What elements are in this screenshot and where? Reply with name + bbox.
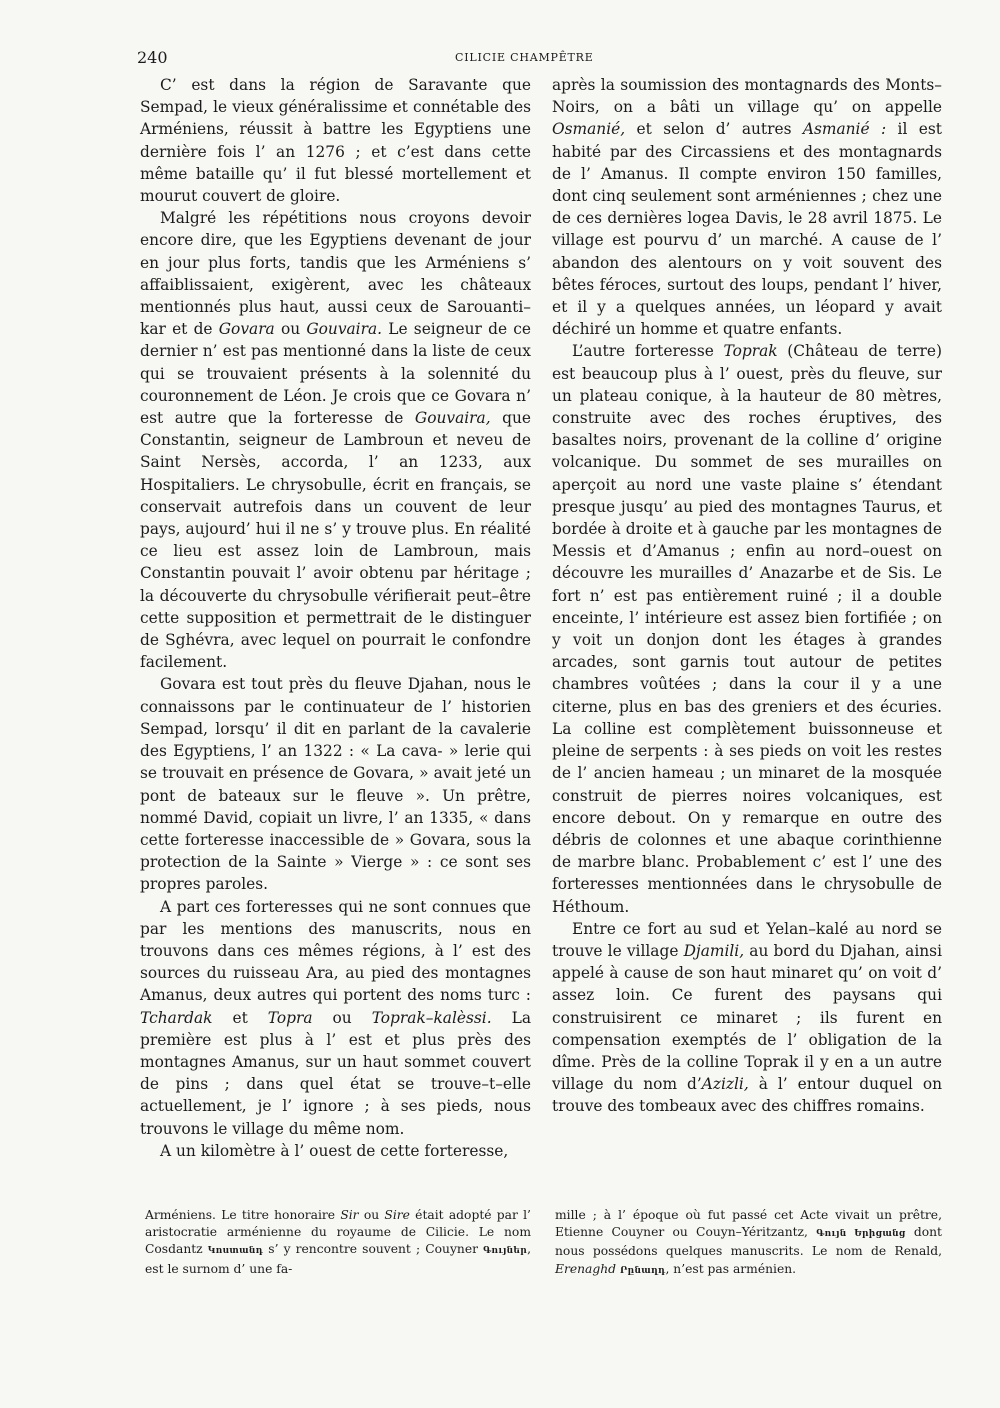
paragraph-saravante: C’ est dans la région de Saravante que Sempad, le vieux généralissime et connétable des Arméniens, réussit à battre les Egyptiens une dernière fois l’ an 1276 ; et c’est dans cette même bataille qu’ il fut blessé mortellement et mourut couvert de gloire. <box>140 76 531 206</box>
paragraph-govara-djahan: Govara est tout près du fleuve Djahan, nous le connaissons par le continuateur de l’ historien Sempad, lorsqu’ il dit en parlant de la cavalerie des Egyptiens, l’ an 1322 : « La cava- » lerie qui se trouvait en présence de Govara, » avait jeté un pont de bateaux sur le fleuve ». Un prêtre, nommé David, copiait un livre, l’ an 1335, « dans cette forteresse inaccessible de » Govara, sous la protection de la Sainte » Vierge » : ce sont ses propres paroles. <box>140 675 531 894</box>
paragraph-tchardak-toprak: A part ces forteresses qui ne sont connues que par les mentions des manuscrits, nous en trouvons dans ces mêmes régions, à l’ est des sources du ruisseau Ara, au pied des montagnes Amanus, deux autres qui portent des noms turc : Tchardak et Topra ou Toprak–kalèssi. La première est plus à l’ est et plus près des montagnes Amanus, sur un haut sommet couvert de pins ; dans quel état se trouve–t–elle actuellement, je l’ ignore ; à ses pieds, nous trouvons le village du même nom. <box>140 897 532 1138</box>
paragraph-govara-gouvaira: Malgré les répétitions nous croyons devoir encore dire, que les Egyptiens devenant de jour en jour plus forts, tandis que les Arméniens s’ affaiblissaient, exigèrent, avec les châteaux mentionnés plus haut, aussi ceux de Sarouanti–kar et de Govara ou Gouvaira. Le seigneur de ce dernier n’ est pas mentionné dans la liste de ceux qui se trouvaient présents à la solennité du couronnement de Léon. Je crois que ce Govara n’ est autre que la forteresse de Gouvaira, que Constantin, seigneur de Lambroun et neveu de Saint Nersès, accorda, l’ an 1233, aux Hospitaliers. Le chrysobulle, écrit en français, se conservait autrefois dans un couvent de leur pays, aujourd’ hui il ne s’ y trouve plus. En réalité ce lieu est assez loin de Lambroun, mais Constantin pouvait l’ avoir obtenu par héritage ; la découverte du chrysobulle vérifierait peut–être cette supposition et permettrait de le distinguer de Sghévra, avec lequel on pourrait le confondre facilement. <box>140 209 531 672</box>
footnote-left <box>145 1207 531 1278</box>
left-column <box>140 74 531 1162</box>
armenian-word: Գույներ <box>483 1246 528 1257</box>
armenian-word: Րընաղդ <box>619 1265 666 1276</box>
footnote-text: mille ; à l’ époque où fut passé cet Acte vivait un prêtre, Etienne Couyner ou Couyn–Yéritzantz, Գույն Երիցանց dont nous possédons quelques manuscrits. Le nom de Renald, Erenaghd Րընաղդ, n’est pas arménien. <box>555 1208 942 1276</box>
paragraph-osmanie: après la soumission des montagnards des Monts–Noirs, on a bâti un village qu’ on appelle Osmanié, et selon d’ autres Asmanié : il est habité par des Circassiens et des montagnards de l’ Amanus. Il compte environ 150 familles, dont cinq seulement sont arméniennes ; chez une de ces dernières logea Davis, le 28 avril 1875. Le village est pourvu d’ un marché. A cause de l’ abandon des alentours on y voit souvent des bêtes féroces, surtout des loups, pendant l’ hiver, et il y a quelques années, un léopard y avait déchiré un homme et quatre enfants. <box>552 76 942 339</box>
armenian-word: Կոստանդ <box>207 1246 264 1257</box>
running-head: CILICIE CHAMPÊTRE <box>455 51 594 64</box>
page-number: 240 <box>137 48 168 67</box>
paragraph-djamili: Entre ce fort au sud et Yelan–kalé au nord se trouve le village Djamili, au bord du Djahan, ainsi appelé à cause de son haut minaret qu’ on voit d’ assez loin. Ce furent des paysans qui construisirent ce minaret ; ils furent en compensation exemptés de l’ obligation de la dîme. Près de la colline Toprak il y en a un autre village du nom d’Azizli, à l’ entour duquel on trouve des tombeaux avec des chiffres romains. <box>552 919 943 1116</box>
paragraph-toprak-fortress: L’autre forteresse Toprak (Château de terre) est beaucoup plus à l’ ouest, près du fleuve, sur un plateau conique, à la hauteur de 80 mètres, construite avec des roches éruptives, des basaltes noirs, provenant de la colline d’ origine volcanique. Du sommet de ses murailles on aperçoit au nord une vaste plaine s’ étendant presque jusqu’ au pied des montagnes Taurus, et bordée à droite et à gauche par les montagnes de Messis et d’Amanus ; enfin au nord–ouest on découvre les murailles d’ Anazarbe et de Sis. Le fort n’ est pas entièrement ruiné ; il a double enceinte, l’ intérieure est assez bien fortifiée ; on y voit un donjon dont les étages à grandes arcades, sont garnis tout autour de petites chambres voûtées ; dans la cour il y a une citerne, plus en bas des greniers et des écuries. La colline est complètement buissonneuse et pleine de serpents : à ses pieds on voit les restes de l’ ancien hameau ; un minaret de la mosquée construit de pierres noires volcaniques, est encore debout. On y remarque en outre des débris de colonnes et une abaque corinthienne de marbre blanc. Probablement c’ est l’ une des forteresses mentionnées dans le chrysobulle de Héthoum. <box>552 342 942 916</box>
footnote-text: Arméniens. Le titre honoraire Sir ou Sire était adopté par l’ aristocratie arménienne du royaume de Cilicie. Le nom Cosdantz Կոստանդ s’ y rencontre souvent ; Couyner Գույներ, est le surnom d’ une fa- <box>145 1208 531 1276</box>
right-column <box>552 74 942 1118</box>
footnote-right <box>555 1207 942 1280</box>
paragraph-kilometre: A un kilomètre à l’ ouest de cette forteresse, <box>160 1141 509 1160</box>
armenian-word: Գույն Երիցանց <box>816 1229 906 1240</box>
